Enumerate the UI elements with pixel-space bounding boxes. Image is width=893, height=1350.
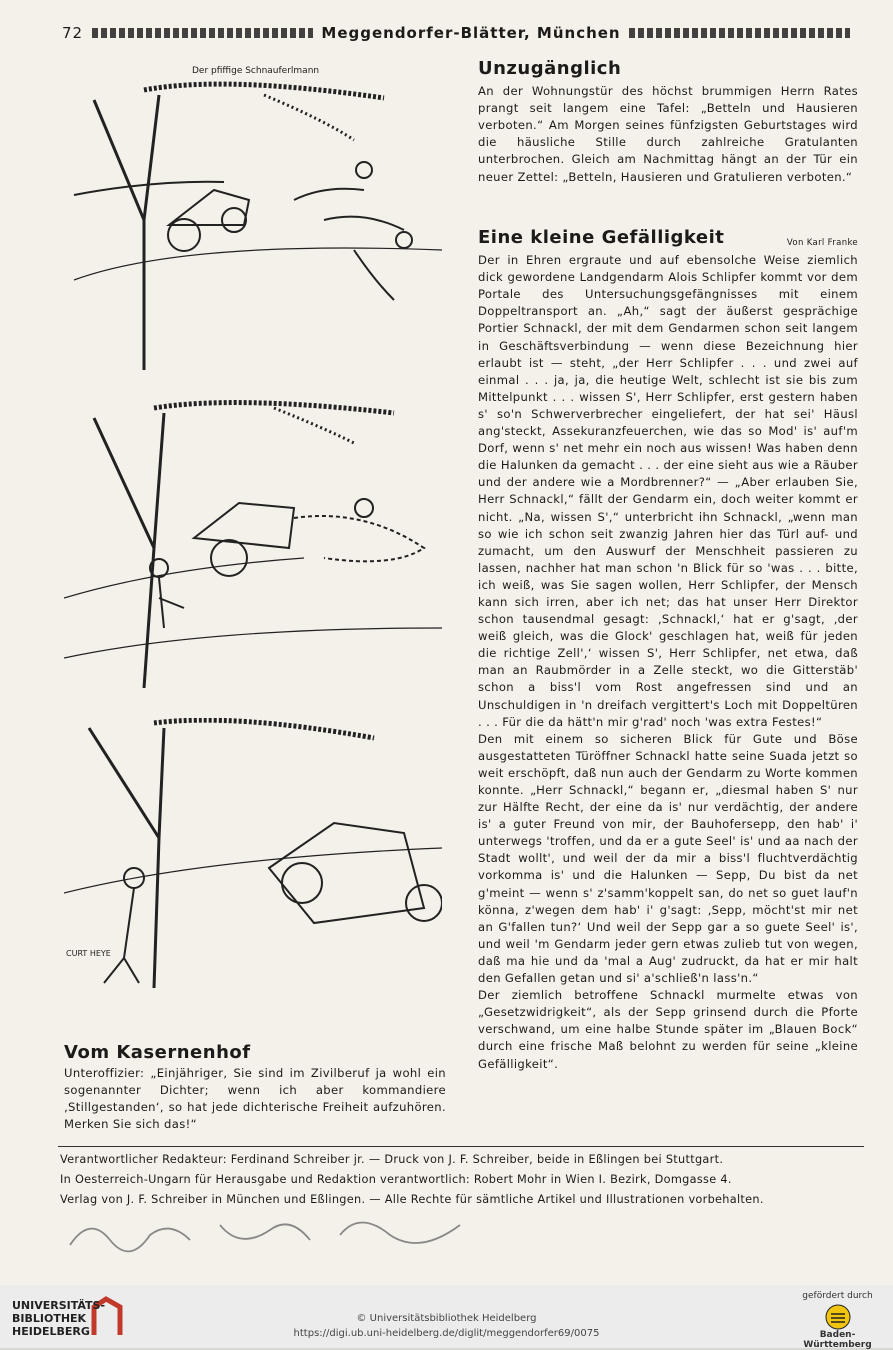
story-title: Vom Kasernenhof — [64, 1042, 251, 1063]
illustration-caption: Der pfiffige Schnauferlmann — [192, 66, 320, 76]
comic-panel-1 — [64, 80, 442, 370]
handwritten-signature-mirrored — [60, 1195, 500, 1265]
funder-name: Baden-Württemberg — [803, 1330, 872, 1350]
copyright-text: © Universitätsbibliothek Heidelberg — [356, 1313, 537, 1324]
funder-block — [790, 1291, 885, 1350]
library-name-line: UNIVERSITÄTS- — [12, 1299, 106, 1312]
library-name-line: HEIDELBERG — [12, 1325, 90, 1338]
story-paragraph-3: Der ziemlich betroffene Schnackl murmelte etwas von „Gesetzwidrigkeit“, als der Sepp grinsend durch die Pforte verschwand, um eine halbe Stunde später im „Blauen Bock“ durch eine frische Maß belohnt zu werden für seine „kleine Gefälligkeit“. — [478, 988, 858, 1071]
story-text: Unteroffizier: „Einjähriger, Sie sind im Zivilberuf ja wohl ein sogenannter Dichter; wenn ich aber kommandiere ‚Stillgestanden‘, so hat jede dichterische Freiheit aufzuhören. Merken Sie sich das!“ — [64, 1066, 446, 1131]
story-unzugaenglich — [478, 60, 858, 186]
imprint-divider — [58, 1146, 864, 1147]
story-paragraph-1: Der in Ehren ergraute und auf ebensolche Weise ziemlich dick gewordene Landgendarm Alois Schlipfer kommt vor dem Portale des Untersuchungsgefängnisses mit einem Doppeltransport an. „Ah,“ sagt der äußerst gesprächige Portier Schnackl, der mit dem Gendarmen schon seit langem in Geschäftsverbindung — wenn diese Bezeichnung hier erlaubt ist — steht, „der Herr Schlipfer . . . und zwei auf einmal . . . ja, ja, die heutige Welt, schlecht ist sie bis zum Mittelpunkt . . . wissen S', Herr Schlipfer, erst gestern haben s' so'n Schwerverbrecher eingeliefert, der hat sei' Häusl ang'steckt, Assekuranzfeuerchen, wie das so Mod' is' auf'm Dorf, wenn s' net mehr ein noch aus wissen! Was haben denn die Halunken da gemacht . . . der eine sieht aus wie a Räuber und der andere wie a Mordbrenner?“ — „Aber erlauben Sie, Herr Schnackl,“ fällt der Gendarm ein, doch weiter kommt er nicht. „Na, wissen S',“ unterbricht ihn Schnackl, „wenn man so wie ich schon seit zwanzig Jahren hier das Türl auf- und zumacht, um den Auswurf der Menschheit passieren zu lassen, nachher hat man schon 'n Blick für so 'was . . . bitte, ich weiß, was Sie sagen wollen, Herr Schlipfer, der Mensch kann sich irren, aber ich net; das hat unser Herr Direktor schon tausendmal gesagt: ‚Schnackl,‘ hat er g'sagt, ‚der weiß gleich, was die Glock' geschlagen hat, weiß für jeden die richtige Zell',‘ wissen S', Herr Schlipfer, net etwa, daß man an Raubmörder in a Zelle steckt, wo die Gitterstäb' schon a biss'l vom Rost angefressen sind und an Unschuldigen in 'n dreifach vergittert's Loch mit Doppeltüren . . . Für die da hätt'n mir g'rad' noch 'was extra Festes!“ — [478, 253, 858, 729]
magazine-title: Meggendorfer-Blätter, München — [321, 24, 621, 42]
story-kasernenhof — [64, 1044, 446, 1133]
funding-label: gefördert durch — [802, 1291, 873, 1301]
imprint-line: Verlag von J. F. Schreiber in München und Eßlingen. — Alle Rechte für sämtliche Artikel und Illustrationen vorbehalten. — [60, 1193, 764, 1206]
page-number: 72 — [62, 24, 84, 42]
baden-wuerttemberg-crest-icon — [825, 1304, 851, 1330]
story-text: An der Wohnungstür des höchst brummigen Herrn Rates prangt seit langem eine Tafel: „Betteln und Hausieren verboten.“ Am Morgen seines fünfzigsten Geburtstages wird die häusliche Stille durch zahlreiche Gratulanten unterbrochen. Gleich am Nachmittag hängt an der Tür ein neuer Zettel: „Betteln, Hausieren und Gratulieren verboten.“ — [478, 84, 858, 184]
imprint-line: In Oesterreich-Ungarn für Herausgabe und Redaktion verantwortlich: Robert Mohr in Wien I. Bezirk, Domgasse 4. — [60, 1173, 732, 1186]
page-header — [62, 22, 858, 44]
library-name-line: BIBLIOTHEK — [12, 1312, 87, 1325]
artist-signature: CURT HEYE — [66, 949, 111, 958]
comic-panel-2 — [64, 398, 442, 688]
story-paragraph-2: Den mit einem so sicheren Blick für Gute und Böse ausgestatteten Türöffner Schnackl hatte seine Suada jetzt so weit erschöpft, daß nun auch der Gendarm zu Worte kommen konnte. „Herr Schnackl,“ begann er, „diesmal haben S' nur zur Hälfte Recht, der eine da is' nur verdächtig, der andere is' a guter Freund von mir, der Bauhofersepp, den hab' i' unterwegs 'troffen, und da er a gute Seel' is' und aa nach der Stadt wollt', und weil der da mir a biss'l fluchtverdächtig vorkomma is' und die Halunken — Sepp, Du bist da net g'meint — wenn s' z'samm'koppelt san, do net so guet lauf'n könna, z'wegen dem hab' i' g'sagt: ‚Sepp, möcht'st mir net an G'fallen tun?‘ Und weil der Sepp gar a so guete Seel' is', und weil 'm Gendarm jeder gern etwas zulieb tut von wegen, daß ma hie und da 'mal a Aug' zudruckt, da hat er mir halt den Gefallen getan und si' a'schließ'n lass'n.“ — [478, 731, 858, 986]
header-ornament-right — [629, 28, 850, 38]
imprint-line: Verantwortlicher Redakteur: Ferdinand Schreiber jr. — Druck von J. F. Schreiber, beide in Eßlingen bei Stuttgart. — [60, 1153, 724, 1166]
permalink[interactable]: https://digi.ub.uni-heidelberg.de/diglit/meggendorfer69/0075 — [293, 1328, 600, 1339]
story-title: Unzugänglich — [478, 58, 622, 79]
header-ornament-left — [92, 28, 313, 38]
story-author: Von Karl Franke — [786, 238, 858, 248]
story-kleine-gefaelligkeit — [478, 229, 858, 1073]
story-title: Eine kleine Gefälligkeit — [478, 227, 725, 248]
library-footer — [0, 1285, 893, 1348]
comic-panel-3 — [64, 718, 442, 1008]
